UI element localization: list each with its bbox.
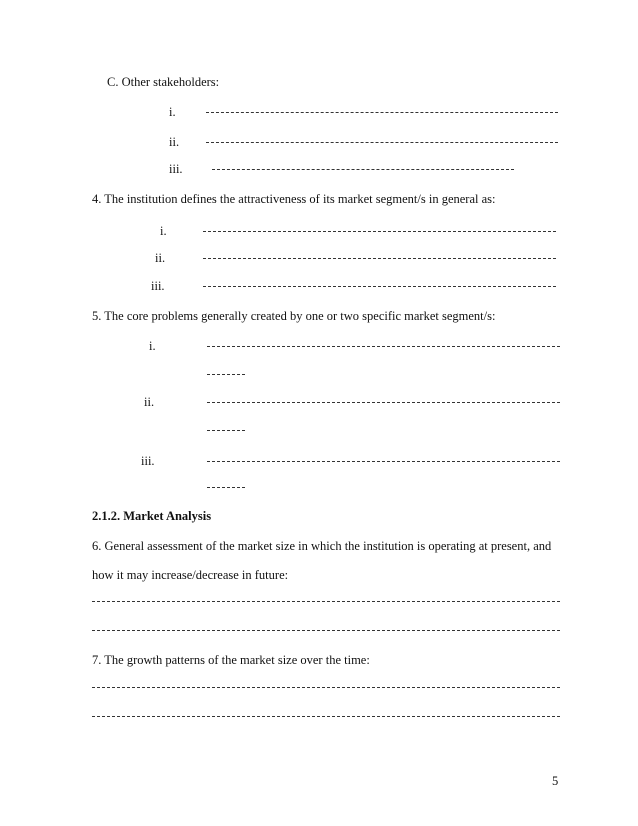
answer-line bbox=[92, 716, 560, 717]
answer-line-continuation bbox=[207, 374, 245, 375]
answer-line bbox=[206, 142, 558, 143]
question-5-item-label: i. bbox=[149, 339, 156, 353]
question-4-item-label: iii. bbox=[151, 279, 165, 293]
question-4-item-label: i. bbox=[160, 224, 167, 238]
answer-line bbox=[207, 461, 560, 462]
answer-line bbox=[92, 601, 560, 602]
answer-line bbox=[92, 687, 560, 688]
answer-line bbox=[203, 231, 556, 232]
answer-line-continuation bbox=[207, 430, 245, 431]
question-4-text: 4. The institution defines the attractiveness of its market segment/s in general as: bbox=[92, 192, 496, 206]
answer-line bbox=[92, 630, 560, 631]
question-5-item-label: ii. bbox=[144, 395, 155, 409]
section-c-item-label: iii. bbox=[169, 162, 183, 176]
answer-line bbox=[212, 169, 514, 170]
question-7-text: 7. The growth patterns of the market size over the time: bbox=[92, 653, 370, 667]
answer-line bbox=[207, 346, 560, 347]
section-c-item-label: ii. bbox=[169, 135, 180, 149]
answer-line bbox=[206, 112, 558, 113]
section-c-heading: C. Other stakeholders: bbox=[107, 75, 220, 89]
question-6-text-line2: how it may increase/decrease in future: bbox=[92, 568, 289, 582]
answer-line bbox=[203, 258, 556, 259]
answer-line bbox=[203, 286, 556, 287]
answer-line-continuation bbox=[207, 487, 245, 488]
section-heading-market-analysis: 2.1.2. Market Analysis bbox=[92, 509, 212, 523]
question-6-text-line1: 6. General assessment of the market size in which the institution is operating at present, and bbox=[92, 539, 552, 553]
question-5-item-label: iii. bbox=[141, 454, 155, 468]
answer-line bbox=[207, 402, 560, 403]
section-c-item-label: i. bbox=[169, 105, 176, 119]
question-5-text: 5. The core problems generally created by one or two specific market segment/s: bbox=[92, 309, 496, 323]
question-4-item-label: ii. bbox=[155, 251, 166, 265]
page-number: 5 bbox=[552, 774, 559, 788]
